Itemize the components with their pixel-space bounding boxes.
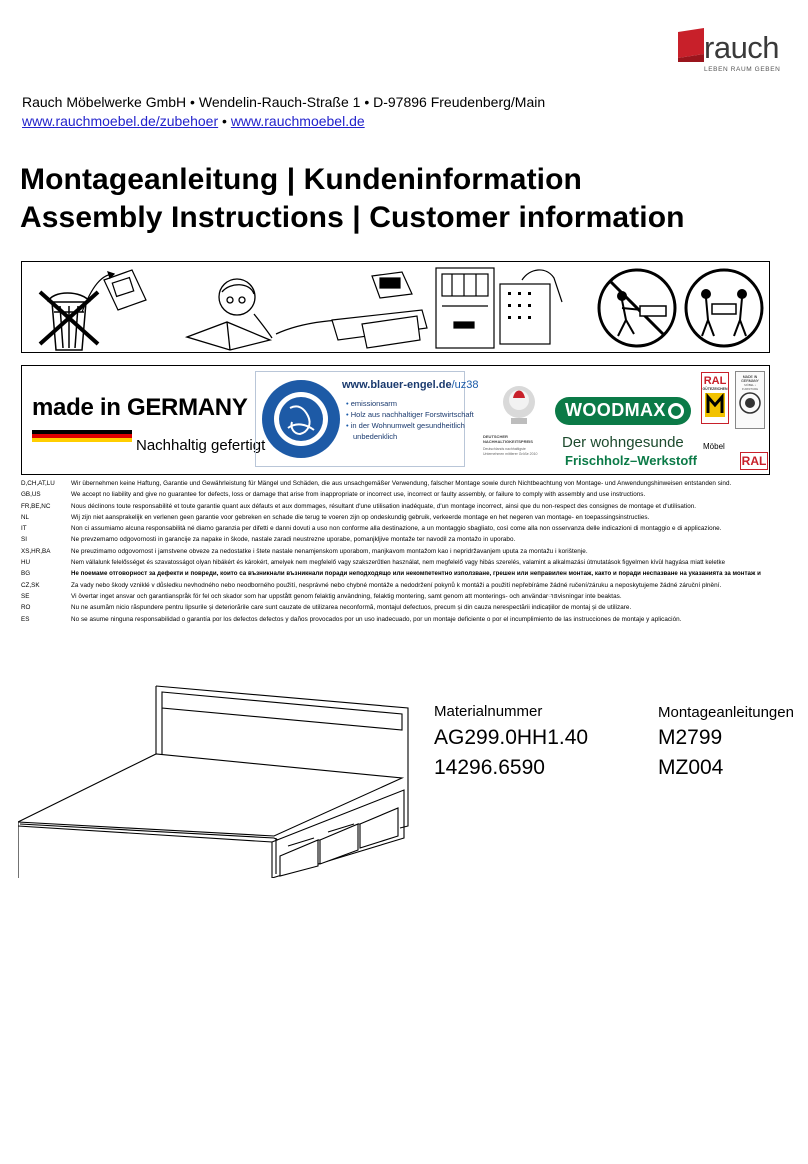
logo-slogan: LEBEN RAUM GEBEN xyxy=(704,66,781,73)
quality-seal-icon xyxy=(739,392,761,414)
country-codes: ES xyxy=(21,615,30,623)
made-in-germany-badge xyxy=(32,394,266,454)
no-single-carry-icon xyxy=(599,270,675,346)
rauch-logo-mark-icon xyxy=(676,28,706,62)
certification-banner xyxy=(21,365,770,475)
woodmax-tagline: Der wohngesunde xyxy=(562,434,684,451)
blauer-engel-url-main: www.blauer-engel.de xyxy=(342,379,452,391)
ral-quality-mark-bottom: RAL xyxy=(741,454,767,468)
logo-wordmark: rauch xyxy=(704,30,780,65)
disclaimer-text: Не поемаме отговорност за дефекти и повреди, които са възникнали възникнали поради неподходящо или некомпетентно използване, грешен или неправилен монтаж, както и поради неспазване на указанията за монтаж и xyxy=(71,570,761,578)
list-item: • emissionsarm xyxy=(346,399,397,408)
blauer-engel-url xyxy=(342,379,479,391)
country-codes: D,CH,AT,LU xyxy=(21,480,55,487)
gg-subtitle: MÖBEL • FURNITURE xyxy=(741,383,759,391)
sustainability-award-icon xyxy=(499,378,539,428)
criterion-label: in der Wohnumwelt gesundheitlich xyxy=(350,421,465,430)
table-row xyxy=(21,491,791,502)
manual-booklet-icon xyxy=(82,270,146,312)
blauer-engel-url-suffix: /uz38 xyxy=(451,379,479,391)
country-codes: FR,BE,NC xyxy=(21,502,51,510)
page-title-en: Assembly Instructions | Customer information xyxy=(20,201,685,234)
sustainability-award xyxy=(479,374,557,466)
country-codes: NL xyxy=(21,513,30,521)
manual-number: M2799 xyxy=(658,726,723,749)
company-links xyxy=(22,113,365,129)
material-number: AG299.0HH1.40 xyxy=(434,726,589,749)
table-row xyxy=(21,616,791,627)
german-flag-icon xyxy=(32,430,132,442)
golden-m-badge xyxy=(735,371,765,429)
criterion-label: unbedenklich xyxy=(353,432,398,441)
table-row xyxy=(21,503,791,514)
page-title-de: Montageanleitung | Kundeninformation xyxy=(20,163,582,196)
company-address: Rauch Möbelwerke GmbH • Wendelin-Rauch-Straße 1 • D-97896 Freudenberg/Main xyxy=(22,94,546,110)
award-title-line1: DEUTSCHER xyxy=(483,434,508,439)
ral-top-label: RAL xyxy=(703,375,727,387)
made-in-germany-subtitle: Nachhaltig gefertigt xyxy=(136,437,266,454)
country-codes: SI xyxy=(21,536,27,544)
award-subtitle-line2: Unternehmen mittlerer Größe 2010 xyxy=(483,451,538,456)
criterion-label: Holz aus nachhaltiger Forstwirtschaft xyxy=(350,410,474,419)
made-in-germany-text: made in GERMANY xyxy=(32,394,248,421)
table-row xyxy=(21,570,791,581)
disclaimer-text: We accept no liability and give no guarantee for defects, loss or damage that arise from inappropriate or incorrect use, incorrect or faulty assembly, or failure to comply with assembly and use instructions. xyxy=(71,491,646,499)
country-codes: BG xyxy=(21,570,31,578)
table-row xyxy=(21,582,791,593)
disclaimer-text: No se asume ninguna responsabilidad o garantía por los defectos defectos y daños provocados por un uso inadecuado, por un montaje deficiente o por el incumplimiento de las instrucciones de montaje y aplicación. xyxy=(71,615,682,623)
list-item: • Holz aus nachhaltiger Forstwirtschaft xyxy=(346,410,474,419)
store-manual-folder-icon xyxy=(332,272,427,348)
link-separator: • xyxy=(218,113,231,129)
pictogram-strip xyxy=(22,262,769,352)
country-codes: GB,US xyxy=(21,491,41,499)
blauer-engel-seal-icon xyxy=(260,378,342,460)
award-subtitle-line1: Deutschlands nachhaltigste xyxy=(483,447,526,451)
two-person-carry-icon xyxy=(686,270,762,346)
no-trash-icon xyxy=(40,292,98,350)
material-number-label: Materialnummer xyxy=(434,703,543,720)
woodmax-badge xyxy=(555,397,691,425)
table-row xyxy=(21,536,791,547)
disclaimer-text: Vi övertar inget ansvar och garantianspråk för fel och skador som har uppstått genom felaktig användning, felaktig montering, samt genom att monterings- och användarានvisningar inte beaktas. xyxy=(71,592,622,600)
instruction-pictograms xyxy=(21,261,770,353)
ral-top-sublabel: GÜTEZEICHEN xyxy=(702,387,728,391)
table-row xyxy=(21,559,791,570)
list-item: • in der Wohnumwelt gesundheitlich xyxy=(346,421,465,430)
woodmax-star-icon xyxy=(667,402,685,420)
disclaimer-text: Ne prevzemamo odgovornosti in garancije za napake in škode, nastale zaradi neustrezne uporabe, pomanjkljive montaže ter navodil za montažo in uporabo. xyxy=(71,536,516,544)
table-row xyxy=(21,480,791,491)
disclaimer-text: Za vady nebo škody vzniklé v důsledku nevhodného nebo neodborného použití, nesprávné nebo chybné montáže a nedodržení pokynů k montáži a použití nepřebíráme žádné ručení/záruku a neposkytujeme žádné záruční plnění. xyxy=(71,581,722,589)
liability-disclaimers xyxy=(21,480,791,627)
table-row xyxy=(21,548,791,559)
blauer-engel-panel xyxy=(255,371,479,467)
table-row xyxy=(21,593,791,604)
rauch-logo xyxy=(676,28,788,76)
disclaimer-text: Nous déclinons toute responsabilité et toute garantie quant aux défauts et aux dommages, résultant d'une utilisation inadéquate, d'un montage incorrect, ainsi que du non-respect des consignes de montage et d'utilisation. xyxy=(71,502,697,510)
award-subtitle xyxy=(483,447,537,456)
award-title xyxy=(483,434,533,444)
ral-quality-mark-top xyxy=(701,372,729,424)
country-codes: CZ,SK xyxy=(21,581,40,589)
country-codes: IT xyxy=(21,525,27,533)
disclaimer-text: Ne preuzimamo odgovornost i jamstvene obveze za nedostatke i štete nastale nenamjenskom uporabom, manjkavom montažom kao i nepridržavanjem uputa za montažu i korištenje. xyxy=(71,547,588,555)
gg-title: MADE IN GERMANY xyxy=(741,375,759,383)
disclaimer-text: Non ci assumiamo alcuna responsabilità né diamo garanzia per difetti e danni dovuti a uso non conforme alla destinazione, a un montaggio sbagliato, così come alla non osservanza delle indicazioni di montaggio e di applicazione. xyxy=(71,525,722,533)
woodmax-wordmark: WOODMAX xyxy=(565,400,666,420)
disclaimer-text: Wir übernehmen keine Haftung, Garantie und Gewährleistung für Mängel und Schäden, die aus unsachgemäßer Verwendung, falscher Montage sowie durch Nichtbeachtung von Montage- und Anwendungshinweisen entstanden sind. xyxy=(71,480,732,487)
list-item xyxy=(346,431,474,442)
manual-number-label: Montageanleitungen xyxy=(658,704,794,721)
table-row xyxy=(21,604,791,615)
criterion-label: emissionsarm xyxy=(350,399,397,408)
table-row xyxy=(21,525,791,536)
country-codes: SE xyxy=(21,592,30,600)
country-codes: XS,HR,BA xyxy=(21,547,51,555)
award-title-line2: NACHHALTIGKEITSPREIS xyxy=(483,439,533,444)
disclaimer-text: Nem vállalunk felelősséget és szavatosságot olyan hibákért és károkért, amelyek nem megfelelő vagy szakszerűtlen használat, nem megfelelő vagy hibás szerelés, valamint a alkalmazási útmutatások figyelmen kívül hagyása miatt keletke xyxy=(71,559,726,567)
country-codes: HU xyxy=(21,559,31,567)
woodmax-subtagline: Frischholz–Werkstoff xyxy=(565,453,697,468)
ral-m-icon xyxy=(705,393,725,417)
manual-number: MZ004 xyxy=(658,756,724,779)
table-row xyxy=(21,514,791,525)
material-number: 14296.6590 xyxy=(434,756,545,779)
country-codes: RO xyxy=(21,604,31,612)
blauer-engel-criteria xyxy=(346,398,474,442)
homepage-link[interactable]: www.rauchmoebel.de xyxy=(230,113,365,129)
accessories-link[interactable]: www.rauchmoebel.de/zubehoer xyxy=(22,113,219,129)
disclaimer-text: Nu ne asumăm nicio răspundere pentru lipsurile și deteriorările care sunt cauzate de utilizarea neconformă, montajul defectuos, precum și din cauza nerespectării indicațiilor de montaj și de utilizare. xyxy=(71,604,632,612)
disclaimer-text: Wij zijn niet aansprakelijk en verlenen geen garantie voor gebreken en schade die terug te voeren zijn op ondeskundig gebruik, verkeerde montage en het negeren van montage- en toepassingsinstructies. xyxy=(71,513,650,521)
bed-drawing xyxy=(18,678,410,878)
cabinet-plan-icon xyxy=(436,268,562,348)
ral-moebel-label: Möbel xyxy=(703,442,725,451)
